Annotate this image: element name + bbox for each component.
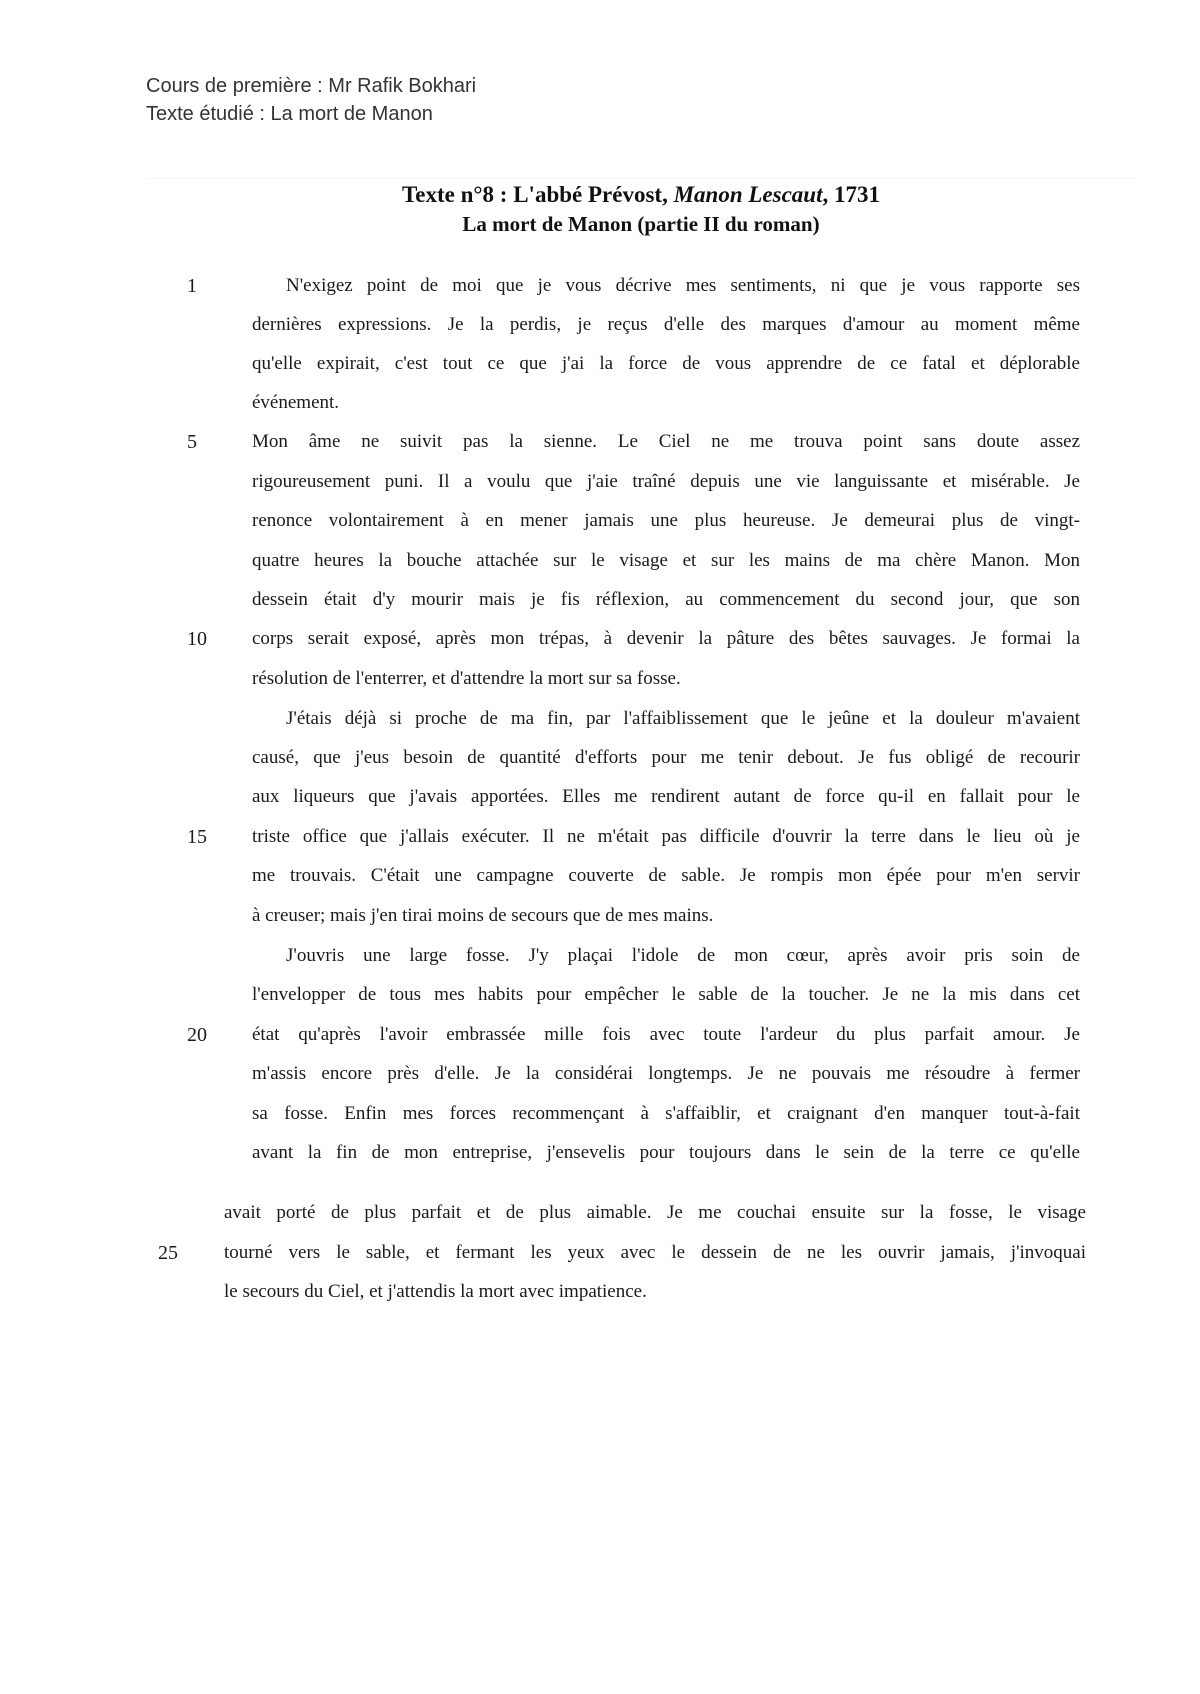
- text-subtitle: La mort de Manon (partie II du roman): [462, 212, 820, 236]
- text-line: me trouvais. C'était une campagne couverte de sable. Je rompis mon épée pour m'en servir: [252, 865, 1080, 886]
- separator-line: [146, 178, 1136, 179]
- text-line: corps serait exposé, après mon trépas, à devenir la pâture des bêtes sauvages. Je formai la: [252, 628, 1080, 649]
- course-title: Cours de première : Mr Rafik Bokhari: [146, 75, 477, 97]
- text-line: qu'elle expirait, c'est tout ce que j'ai la force de vous apprendre de ce fatal et déplorable: [252, 353, 1080, 374]
- text-line: m'assis encore près d'elle. Je la considérai longtemps. Je ne pouvais me résoudre à fermer: [252, 1063, 1080, 1084]
- title-year: , 1731: [822, 182, 880, 207]
- text-line: dessein était d'y mourir mais je fis réflexion, au commencement du second jour, que son: [252, 589, 1080, 610]
- text-line: dernières expressions. Je la perdis, je reçus d'elle des marques d'amour au moment même: [252, 314, 1080, 335]
- line-number: 15: [187, 826, 207, 848]
- text-line: avant la fin de mon entreprise, j'ensevelis pour toujours dans le sein de la terre ce qu'elle: [252, 1142, 1080, 1163]
- text-line: J'étais déjà si proche de ma fin, par l'affaiblissement que le jeûne et la douleur m'avaient: [286, 708, 1080, 729]
- text-line: état qu'après l'avoir embrassée mille fois avec toute l'ardeur du plus parfait amour. Je: [252, 1024, 1080, 1045]
- text-line: rigoureusement puni. Il a voulu que j'aie traîné depuis une vie languissante et misérable. Je: [252, 471, 1080, 492]
- line-number: 1: [187, 275, 197, 297]
- text-line: tourné vers le sable, et fermant les yeux avec le dessein de ne les ouvrir jamais, j'invoquai: [224, 1242, 1086, 1263]
- text-line: triste office que j'allais exécuter. Il ne m'était pas difficile d'ouvrir la terre dans le lieu où je: [252, 826, 1080, 847]
- text-line: l'envelopper de tous mes habits pour empêcher le sable de la toucher. Je ne la mis dans cet: [252, 984, 1080, 1005]
- studied-text-label: Texte étudié : La mort de Manon: [146, 103, 433, 125]
- line-number: 5: [187, 431, 197, 453]
- text-line: Mon âme ne suivit pas la sienne. Le Ciel ne me trouva point sans doute assez: [252, 431, 1080, 452]
- line-number: 20: [187, 1024, 207, 1046]
- line-number: 10: [187, 628, 207, 650]
- title-prefix: Texte n°8 : L'abbé Prévost,: [402, 182, 674, 207]
- text-line: à creuser; mais j'en tirai moins de secours que de mes mains.: [252, 905, 714, 926]
- text-line: le secours du Ciel, et j'attendis la mort avec impatience.: [224, 1281, 647, 1302]
- text-line: aux liqueurs que j'avais apportées. Elles me rendirent autant de force qu-il en fallait pour le: [252, 786, 1080, 807]
- text-line: avait porté de plus parfait et de plus aimable. Je me couchai ensuite sur la fosse, le visage: [224, 1202, 1086, 1223]
- text-title-block: [146, 180, 1136, 238]
- text-line: quatre heures la bouche attachée sur le visage et sur les mains de ma chère Manon. Mon: [252, 550, 1080, 571]
- text-line: renonce volontairement à en mener jamais une plus heureuse. Je demeurai plus de vingt-: [252, 510, 1080, 531]
- course-header: [146, 72, 476, 128]
- line-number: 25: [158, 1242, 178, 1264]
- text-line: sa fosse. Enfin mes forces recommençant à s'affaiblir, et craignant d'en manquer tout-à-fait: [252, 1103, 1080, 1124]
- text-line: J'ouvris une large fosse. J'y plaçai l'idole de mon cœur, après avoir pris soin de: [286, 945, 1080, 966]
- text-line: événement.: [252, 392, 340, 413]
- text-line: causé, que j'eus besoin de quantité d'efforts pour me tenir debout. Je fus obligé de recourir: [252, 747, 1080, 768]
- work-title: Manon Lescaut: [673, 182, 823, 207]
- text-line: N'exigez point de moi que je vous décrive mes sentiments, ni que je vous rapporte ses: [286, 275, 1080, 296]
- text-line: résolution de l'enterrer, et d'attendre la mort sur sa fosse.: [252, 668, 681, 689]
- text-title: [146, 180, 1136, 210]
